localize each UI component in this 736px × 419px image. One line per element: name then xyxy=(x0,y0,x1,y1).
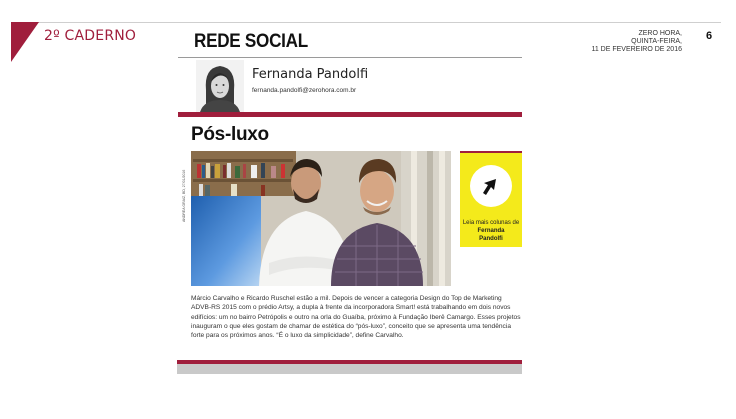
article-headline: Pós-luxo xyxy=(191,124,269,145)
top-rule xyxy=(11,22,721,23)
promo-author-line1: Fernanda xyxy=(477,228,505,234)
footer-gray-band xyxy=(177,364,522,374)
cursor-arrow-icon xyxy=(470,165,512,207)
page-number: 6 xyxy=(706,30,713,42)
promo-text xyxy=(462,219,520,243)
author-name: Fernanda Pandolfi xyxy=(252,67,369,82)
section-corner-mark xyxy=(11,22,39,62)
article-body: Márcio Carvalho e Ricardo Ruschel estão a mil. Depois de vencer a categoria Design do Top de Marketing ADVB-RS 2015 com o prédio Artsy, a dupla à frente da incorporadora Smart! está trabalhando em dois novos edifícios: um no bairro Petrópolis e outro na orla do Guaíba, próximo à Fundação Iberê Camargo. Esses projetos inauguram o que eles gostam de chamar de estética do “pós-luxo”, conceito que se apresenta uma tendência forte para os próximos anos. “É o luxo da simplicidade”, define Carvalho. xyxy=(191,295,521,340)
title-rule xyxy=(178,57,522,58)
promo-more-columns[interactable] xyxy=(460,151,522,247)
dateline xyxy=(562,30,682,54)
article-photo xyxy=(191,151,451,286)
column-title: REDE SOCIAL xyxy=(194,31,308,52)
promo-lead-text: Leia mais colunas de xyxy=(462,220,520,226)
red-divider-band xyxy=(178,112,522,117)
promo-icon-circle xyxy=(470,165,512,207)
dateline-line: 11 DE FEVEREIRO DE 2016 xyxy=(591,46,682,53)
section-name: 2º CADERNO xyxy=(44,28,137,44)
author-email[interactable]: fernanda.pandolfi@zerohora.com.br xyxy=(252,87,357,94)
dateline-line: QUINTA-FEIRA, xyxy=(631,38,682,45)
promo-author-line2: Pandolfi xyxy=(479,236,503,242)
dateline-line: ZERO HORA, xyxy=(638,30,682,37)
author-photo xyxy=(196,60,244,112)
photo-credit: ANDRÉA GRAIZ, BD, 27/01/2016 xyxy=(182,169,186,222)
